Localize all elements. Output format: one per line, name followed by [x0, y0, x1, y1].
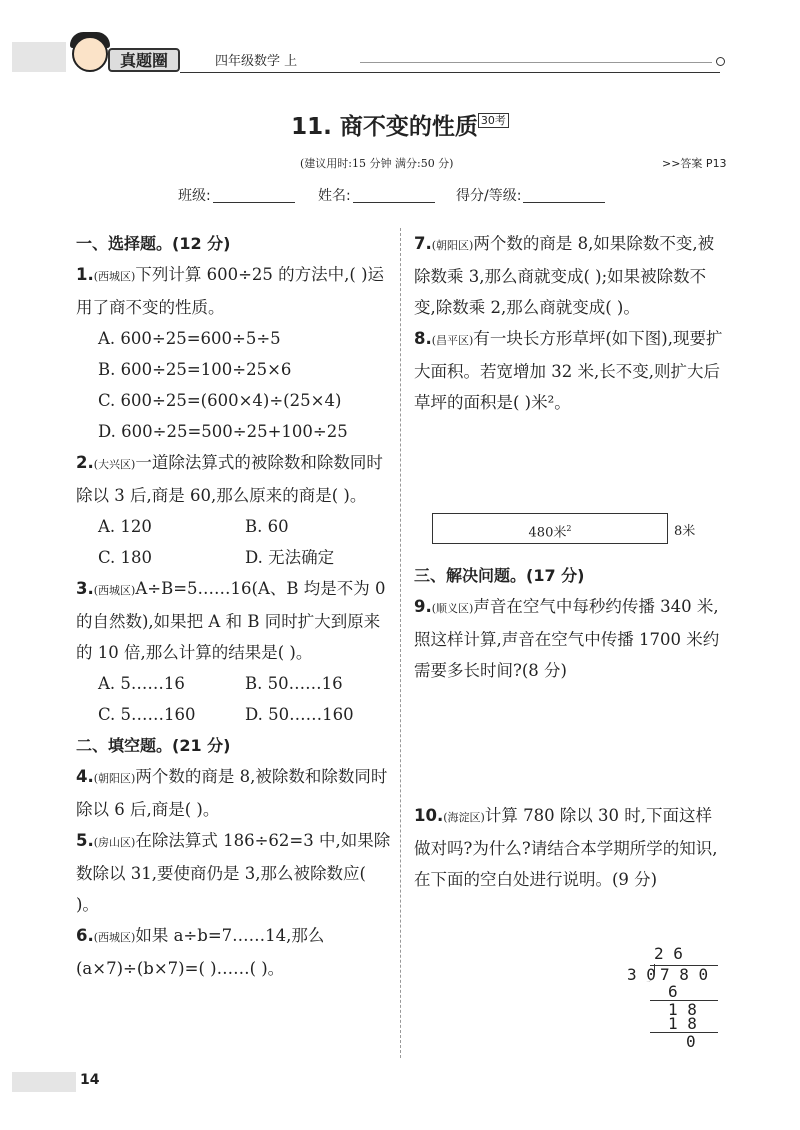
brand-logo: 真题圈	[108, 48, 180, 72]
q2-option-d[interactable]: D. 无法确定	[245, 548, 335, 567]
section-choice-heading: 一、选择题。(12 分)	[76, 234, 231, 253]
lawn-width-label: 8米	[674, 524, 696, 539]
q2-option-b[interactable]: B. 60	[245, 517, 289, 536]
q3-option-a[interactable]: A. 5……16	[98, 674, 185, 693]
q5-text: 在除法算式 186÷62=3 中,如果除数除以 31,要使商仍是 3,那么被除数应( )。	[76, 831, 391, 914]
name-field[interactable]	[318, 185, 435, 205]
q8-number: 8.	[414, 329, 432, 348]
q7-district: (朝阳区)	[431, 239, 474, 252]
q3-option-b[interactable]: B. 50……16	[245, 674, 343, 693]
q1-option-c[interactable]: C. 600÷25=(600×4)÷(25×4)	[98, 391, 342, 410]
question-7	[414, 228, 726, 323]
name-blank[interactable]	[353, 188, 435, 203]
mascot-face-icon	[72, 36, 108, 72]
name-label: 姓名:	[318, 188, 351, 204]
calc-line-2	[650, 1032, 718, 1033]
q10-number: 10.	[414, 806, 444, 825]
q10-district: (海淀区)	[443, 811, 485, 824]
q1-text: 下列计算 600÷25 的方法中,( )运用了商不变的性质。	[76, 265, 385, 317]
q1-option-b[interactable]: B. 600÷25=100÷25×6	[98, 360, 292, 379]
header-rule-upper	[360, 62, 712, 63]
lawn-area-label: 480米	[528, 525, 567, 541]
score-blank[interactable]	[523, 188, 605, 203]
q4-number: 4.	[76, 767, 94, 786]
q10-text: 计算 780 除以 30 时,下面这样做对吗?为什么?请结合本学期所学的知识,在下面的空白处进行说明。(9 分)	[414, 806, 718, 889]
header-rule-dot	[716, 57, 725, 66]
q6-district: (西城区)	[93, 931, 136, 944]
q9-district: (顺义区)	[431, 602, 474, 615]
q7-number: 7.	[414, 234, 432, 253]
answer-reference: >>答案 P13	[662, 157, 727, 170]
calc-step-3: 1 8	[668, 1014, 697, 1033]
time-score-hint: (建议用时:15 分钟 满分:50 分)	[300, 157, 454, 170]
left-column	[76, 228, 392, 984]
title-exam-tag: 30考	[478, 113, 509, 128]
q5-number: 5.	[76, 831, 94, 850]
q7-text: 两个数的商是 8,如果除数不变,被除数乘 3,那么商就变成( );如果被除数不变,除数乘 2,那么商就变成( )。	[414, 234, 715, 317]
class-field[interactable]	[178, 185, 295, 205]
q6-number: 6.	[76, 926, 94, 945]
q2-number: 2.	[76, 453, 94, 472]
footer-decor-bar	[12, 1072, 76, 1092]
section-fill-heading: 二、填空题。(21 分)	[76, 736, 231, 755]
q2-options-row-1	[76, 511, 392, 542]
right-column-top	[414, 228, 726, 418]
q4-text: 两个数的商是 8,被除数和除数同时除以 6 后,商是( )。	[76, 767, 388, 819]
calc-step-2: 1 8	[668, 1000, 697, 1019]
question-4	[76, 761, 392, 825]
question-6	[76, 920, 392, 984]
q2-text: 一道除法算式的被除数和除数同时除以 3 后,商是 60,那么原来的商是( )。	[76, 453, 383, 505]
score-label: 得分/等级:	[456, 188, 522, 204]
q3-number: 3.	[76, 579, 94, 598]
question-8	[414, 323, 726, 418]
question-1	[76, 259, 392, 323]
calc-divisor: 3 0	[627, 965, 656, 984]
lawn-area-unit-exp: 2	[566, 524, 572, 533]
right-column-solve	[414, 560, 726, 686]
question-10	[414, 800, 724, 895]
page-number: 14	[80, 1072, 100, 1088]
column-divider	[400, 228, 401, 1058]
q9-answer-space[interactable]	[414, 690, 724, 790]
question-9	[414, 591, 726, 686]
q2-district: (大兴区)	[93, 458, 136, 471]
q3-options-row-1	[76, 668, 392, 699]
score-field[interactable]	[456, 185, 605, 205]
q9-text: 声音在空气中每秒约传播 340 米,照这样计算,声音在空气中传播 1700 米约需要多长时间?(8 分)	[414, 597, 720, 680]
q3-text: A÷B=5……16(A、B 均是不为 0 的自然数),如果把 A 和 B 同时扩大到原来的 10 倍,那么计算的结果是( )。	[76, 579, 386, 662]
q1-option-a[interactable]: A. 600÷25=600÷5÷5	[98, 329, 281, 348]
q4-district: (朝阳区)	[93, 772, 136, 785]
q2-option-a[interactable]: A. 120	[98, 517, 152, 536]
q2-options-row-2	[76, 542, 392, 573]
lawn-rectangle	[432, 513, 668, 544]
q8-district: (昌平区)	[431, 334, 474, 347]
subject-label: 四年级数学 上	[215, 54, 298, 69]
class-label: 班级:	[178, 188, 211, 204]
section-solve-heading: 三、解决问题。(17 分)	[414, 566, 585, 585]
q1-district: (西城区)	[93, 270, 136, 283]
q8-text: 有一块长方形草坪(如下图),现要扩大面积。若宽增加 32 米,长不变,则扩大后草坪的面积是( )米²。	[414, 329, 723, 412]
calc-step-1: 6	[668, 982, 678, 1001]
q6-text: 如果 a÷b=7……14,那么 (a×7)÷(b×7)=( )……( )。	[76, 926, 325, 978]
q9-number: 9.	[414, 597, 432, 616]
q1-option-d[interactable]: D. 600÷25=500÷25+100÷25	[98, 422, 348, 441]
q5-district: (房山区)	[93, 836, 136, 849]
calc-dividend: 7 8 0	[660, 965, 709, 984]
q3-option-c[interactable]: C. 5……160	[98, 705, 196, 724]
class-blank[interactable]	[213, 188, 295, 203]
q3-district: (西城区)	[93, 584, 136, 597]
q3-option-d[interactable]: D. 50……160	[245, 705, 354, 724]
q1-number: 1.	[76, 265, 94, 284]
calc-quotient: 2 6	[654, 944, 683, 963]
right-column-q10	[414, 800, 724, 895]
question-2	[76, 447, 392, 511]
calc-remainder: 0	[686, 1032, 696, 1051]
question-3	[76, 573, 392, 668]
q2-option-c[interactable]: C. 180	[98, 548, 153, 567]
header-rule	[180, 72, 720, 73]
header-decor-bar	[12, 42, 66, 72]
title-text: 11. 商不变的性质	[291, 114, 478, 140]
q3-options-row-2	[76, 699, 392, 730]
question-5	[76, 825, 392, 920]
page-title	[0, 108, 800, 141]
